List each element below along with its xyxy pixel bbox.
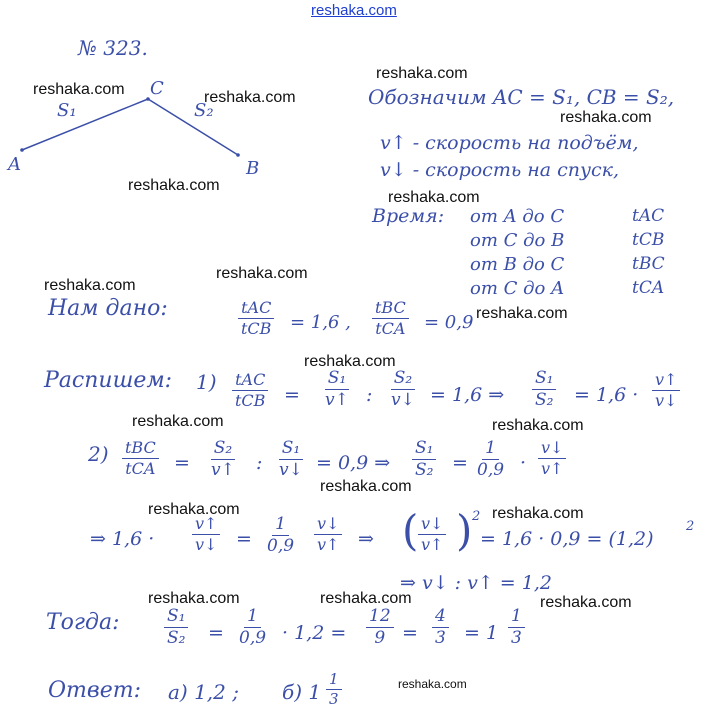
step1-a-den: tCB <box>235 391 266 410</box>
given-fraction-2 <box>372 300 409 337</box>
given-f2-value: = 0,9 <box>424 312 474 333</box>
then-d-den: 3 <box>435 628 446 648</box>
step2-colon: : <box>256 452 263 474</box>
step3-b-den: 0,9 <box>267 536 295 556</box>
step1-frac-b <box>322 370 352 409</box>
watermark-14: reshaka.com <box>148 501 240 518</box>
step1-c-den: v↓ <box>391 390 415 410</box>
label-point-b: B <box>246 158 260 179</box>
segment-cb <box>148 99 238 155</box>
given-f1-value: = 1,6 , <box>290 312 351 333</box>
step1-b-den: v↑ <box>325 390 349 410</box>
step2-eq2: = <box>452 452 468 474</box>
watermark-2: reshaka.com <box>204 89 296 106</box>
then-frac-d <box>432 608 449 647</box>
step2-e-num: 1 <box>482 440 499 460</box>
step3-a-den: v↓ <box>195 535 218 554</box>
watermark-bottom: reshaka.com <box>398 677 467 691</box>
point-b <box>236 153 240 157</box>
step2-frac-d <box>412 440 436 479</box>
time-route-3: от B до C <box>470 254 565 275</box>
step2-b-den: v↑ <box>211 460 235 480</box>
step3-arrow: ⇒ 1,6 · <box>90 528 155 550</box>
then-eq2: = <box>402 622 418 644</box>
step3-rhs-exponent: 2 <box>686 519 695 534</box>
answer-frac-den: 3 <box>329 690 339 708</box>
watermark-6: reshaka.com <box>388 189 480 206</box>
watermark-10: reshaka.com <box>304 353 396 370</box>
step1-d-den: S₂ <box>535 390 554 410</box>
answer-part-a: а) 1,2 ; <box>168 680 239 704</box>
time-symbol-3: tBC <box>632 254 665 274</box>
step3-eq: = <box>236 528 252 550</box>
site-link-top[interactable]: reshaka.com <box>311 2 397 19</box>
then-e-den: 3 <box>511 628 522 648</box>
step3-frac-b <box>264 516 297 555</box>
step2-a-den: tCA <box>125 459 156 478</box>
step2-dot: · <box>520 452 527 474</box>
step1-frac-c <box>388 370 418 409</box>
step2-frac-e <box>474 440 507 479</box>
then-frac-b <box>236 608 269 647</box>
step1-d-num: S₁ <box>532 370 556 390</box>
step3-rhs: = 1,6 · 0,9 = (1,2) <box>480 528 654 550</box>
label-point-a: A <box>8 154 21 175</box>
step1-frac-d <box>532 370 556 409</box>
then-b-num: 1 <box>244 608 261 628</box>
step3-frac-c <box>314 516 342 553</box>
step3-a-num: v↑ <box>192 516 220 535</box>
step2-f-den: v↑ <box>541 459 564 478</box>
step1-a-num: tAC <box>232 372 268 391</box>
then-a-num: S₁ <box>164 608 188 628</box>
watermark-5: reshaka.com <box>128 177 220 194</box>
step3-frac-a <box>192 516 220 553</box>
step1-c-num: S₂ <box>391 370 415 390</box>
notation-line-1: Обозначим AC = S₁, CB = S₂, <box>368 85 675 109</box>
point-a <box>20 148 24 152</box>
watermark-7: reshaka.com <box>216 265 308 282</box>
then-c-den: 9 <box>374 628 386 648</box>
step1-eq: = <box>284 384 300 406</box>
time-route-2: от C до B <box>470 230 565 251</box>
step1-number: 1) <box>196 370 217 394</box>
then-eq3: = 1 <box>464 622 499 644</box>
step1-b-num: S₁ <box>325 370 349 390</box>
step2-frac-b <box>208 440 238 479</box>
solution-label: Распишем: <box>44 368 173 393</box>
label-point-c: C <box>150 78 164 99</box>
step3-c-den: v↑ <box>317 535 340 554</box>
step3-b-num: 1 <box>272 516 289 536</box>
step2-d-den: S₂ <box>415 460 434 480</box>
segment-ac <box>22 99 148 150</box>
then-frac-e <box>508 608 525 647</box>
watermark-4: reshaka.com <box>560 109 652 126</box>
step2-frac-f <box>538 440 566 477</box>
step3-c-num: v↓ <box>314 516 342 535</box>
then-eq1: = <box>208 622 224 644</box>
given-f1-num: tAC <box>238 300 274 319</box>
step2-e-den: 0,9 <box>477 460 505 480</box>
step3-d-num: v↓ <box>418 516 446 535</box>
ratio-result: ⇒ v↓ : v↑ = 1,2 <box>400 572 552 594</box>
label-s1: S₁ <box>57 100 77 121</box>
watermark-11: reshaka.com <box>132 413 224 430</box>
watermark-3: reshaka.com <box>376 65 468 82</box>
then-b-den: 0,9 <box>239 628 267 648</box>
watermark-12: reshaka.com <box>492 417 584 434</box>
step2-b-num: S₂ <box>211 440 235 460</box>
step3-arrow2: ⇒ <box>358 528 374 550</box>
then-d-num: 4 <box>432 608 449 628</box>
step1-mid: = 1,6 ⇒ <box>430 384 505 406</box>
step2-eq: = <box>174 452 190 474</box>
time-route-1: от A до C <box>470 206 565 227</box>
label-s2: S₂ <box>194 100 214 121</box>
given-label: Нам дано: <box>48 296 168 321</box>
step2-number: 2) <box>88 442 109 466</box>
step3-d-den: v↑ <box>421 535 444 554</box>
watermark-15: reshaka.com <box>492 505 584 522</box>
watermark-16: reshaka.com <box>148 590 240 607</box>
time-symbol-2: tCB <box>632 230 665 250</box>
answer-part-b: б) 1 <box>282 680 322 704</box>
given-f2-num: tBC <box>372 300 409 319</box>
time-symbol-4: tCA <box>632 278 665 298</box>
notation-line-2: v↑ - скорость на подъём, <box>380 132 639 154</box>
answer-fraction <box>326 672 342 707</box>
watermark-18: reshaka.com <box>540 594 632 611</box>
step1-colon: : <box>366 384 373 406</box>
step2-d-num: S₁ <box>412 440 436 460</box>
step2-f-num: v↓ <box>538 440 566 459</box>
then-label: Тогда: <box>46 610 120 635</box>
then-frac-c <box>366 608 394 647</box>
step2-frac-c <box>276 440 306 479</box>
step1-frac-a <box>232 372 268 409</box>
step3-right-paren: ) <box>456 506 473 555</box>
watermark-8: reshaka.com <box>44 277 136 294</box>
then-e-num: 1 <box>508 608 525 628</box>
step1-eq2: = 1,6 · <box>574 384 639 406</box>
step1-frac-e <box>652 372 680 409</box>
problem-number: № 323. <box>78 36 148 60</box>
step2-c-num: S₁ <box>279 440 303 460</box>
then-a-den: S₂ <box>167 628 186 648</box>
given-f2-den: tCA <box>375 319 406 338</box>
watermark-9: reshaka.com <box>476 305 568 322</box>
step1-e-den: v↓ <box>655 391 678 410</box>
then-frac-a <box>164 608 188 647</box>
watermark-17: reshaka.com <box>320 590 412 607</box>
watermark-13: reshaka.com <box>320 478 412 495</box>
given-fraction-1 <box>238 300 274 337</box>
step2-a-num: tBC <box>122 440 159 459</box>
step1-e-num: v↑ <box>652 372 680 391</box>
time-route-4: от C до A <box>470 278 565 299</box>
time-label: Время: <box>372 205 445 227</box>
step3-left-paren: ( <box>402 506 419 555</box>
given-f1-den: tCB <box>241 319 272 338</box>
time-symbol-1: tAC <box>632 206 665 226</box>
then-c-num: 12 <box>366 608 394 628</box>
step3-exponent: 2 <box>472 509 481 524</box>
watermark-1: reshaka.com <box>33 81 125 98</box>
answer-label: Ответ: <box>48 678 141 703</box>
step2-mid: = 0,9 ⇒ <box>316 452 391 474</box>
then-mul: · 1,2 = <box>282 622 347 644</box>
step2-c-den: v↓ <box>279 460 303 480</box>
answer-frac-num: 1 <box>326 672 342 690</box>
step2-frac-a <box>122 440 159 477</box>
notation-line-3: v↓ - скорость на спуск, <box>380 159 620 181</box>
step3-frac-d <box>418 516 446 553</box>
